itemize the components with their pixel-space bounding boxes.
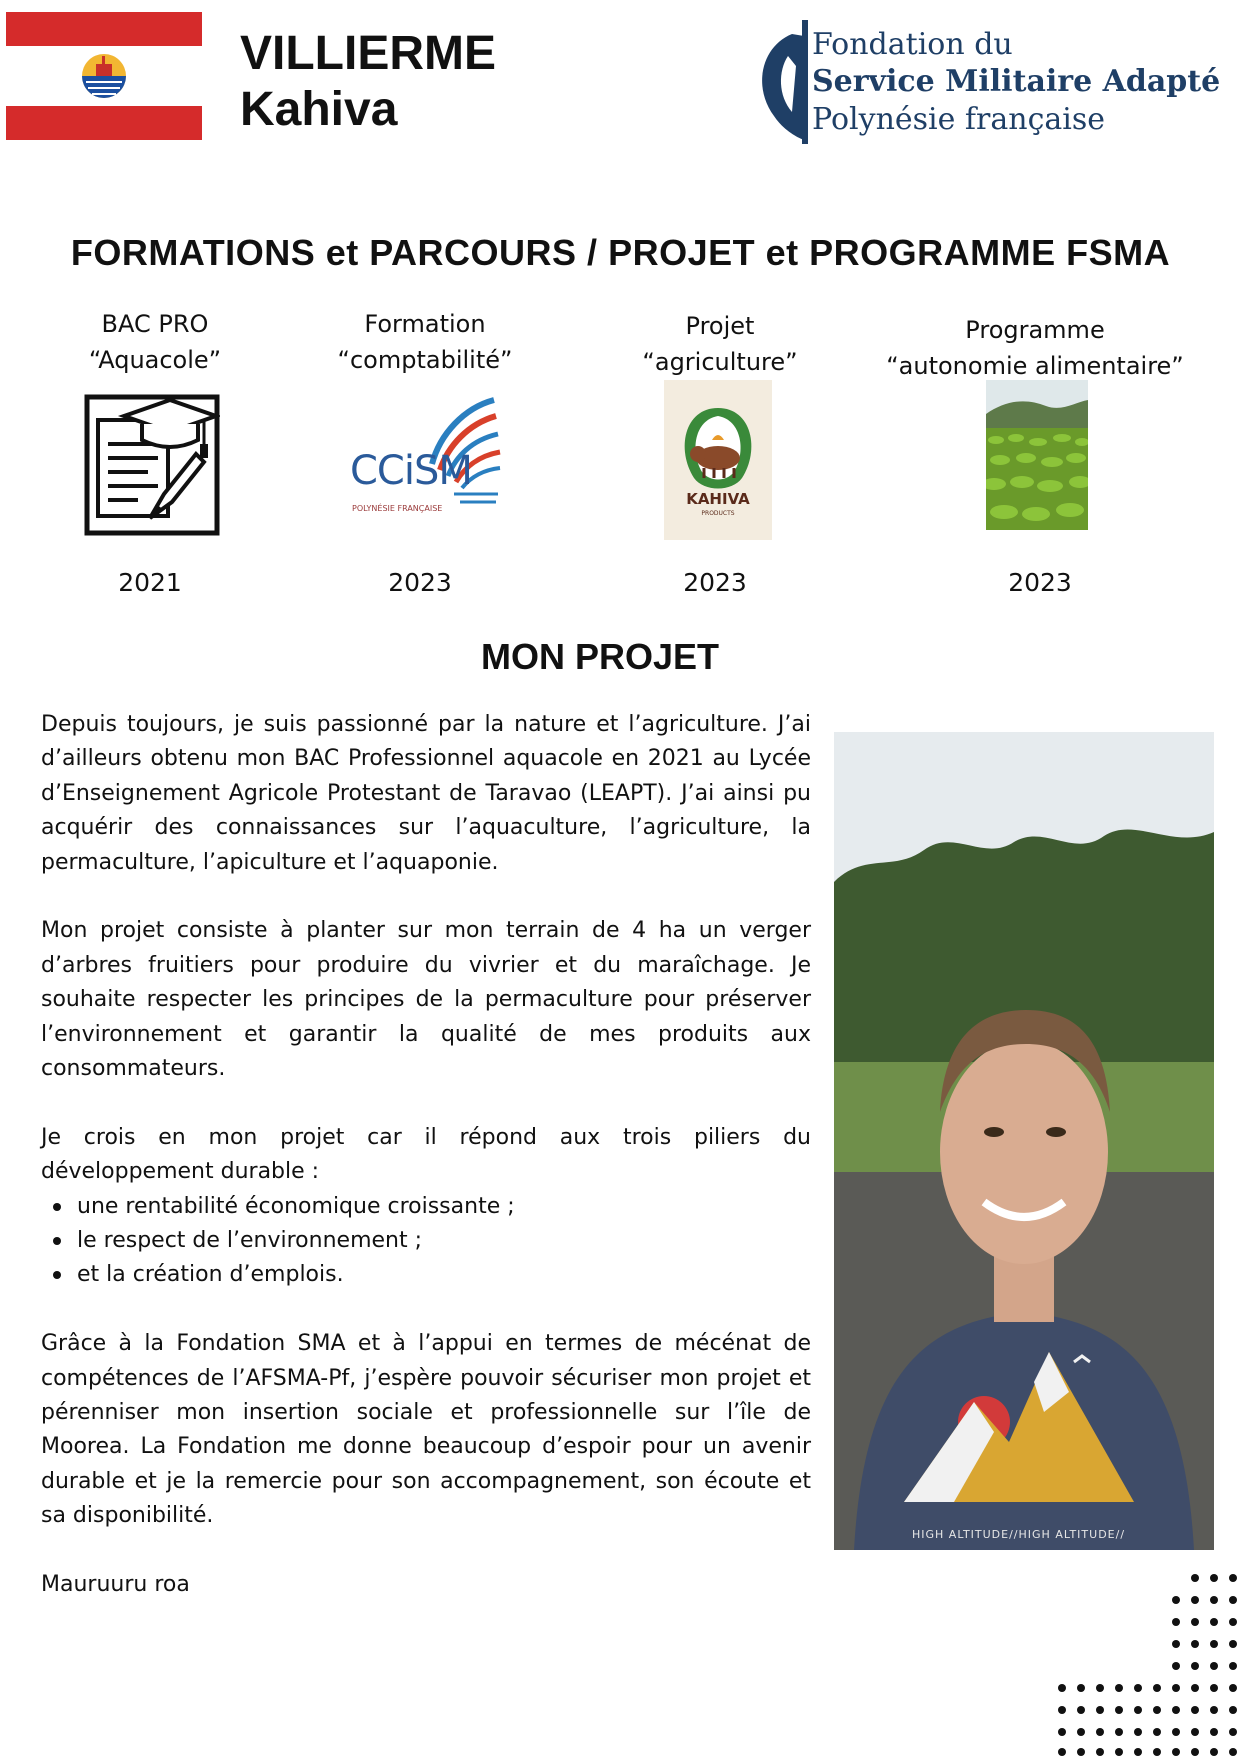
pillars-list <box>41 1190 811 1293</box>
fsma-logo-text <box>812 28 1220 138</box>
tshirt-print-text: HIGH ALTITUDE//HIGH ALTITUDE// <box>912 1528 1126 1541</box>
logo-line-3: Polynésie française <box>812 102 1106 137</box>
person-name <box>240 26 496 138</box>
list-item: le respect de l’environnement ; <box>41 1224 811 1258</box>
paragraph-1: Depuis toujours, je suis passionné par la nature et l’agriculture. J’ai d’ailleurs obtenu mon BAC Professionnel aquacole en 2021 au Lycée d’Enseignement Agricole Protestant de Taravao (LEAPT). J’ai ainsi pu acquérir des connaissances sur l’aquaculture, l’agriculture, la permaculture, l’apiculture et l’aquaponie. <box>41 712 811 875</box>
timeline-sublabel-1: “Aquacole” <box>88 346 222 374</box>
timeline-sublabel-2: “comptabilité” <box>337 346 513 374</box>
timeline-item-projet <box>605 308 835 380</box>
paragraph-2: Mon projet consiste à planter sur mon terrain de 4 ha un verger d’arbres fruitiers pour produire du vivrier et du maraîchage. Je souhaite respecter les principes de la permaculture pour préserver l’environnement et garantir la qualité de mes produits aux consommateurs. <box>41 918 811 1082</box>
taro-field-photo <box>986 380 1088 530</box>
timeline-label-3: Projet <box>685 312 755 340</box>
list-item: et la création d’emplois. <box>41 1258 811 1292</box>
timeline-year-3: 2023 <box>683 568 747 597</box>
french-polynesia-flag <box>6 12 202 140</box>
paragraph-3: Je crois en mon projet car il répond aux trois piliers du développement durable : <box>41 1124 811 1185</box>
timeline-year-2: 2023 <box>388 568 452 597</box>
section-title: FORMATIONS et PARCOURS / PROJET et PROGRAMME FSMA <box>70 232 1171 273</box>
kahiva-logo-text: KAHIVA <box>686 490 750 508</box>
list-item: une rentabilité économique croissante ; <box>41 1190 811 1224</box>
closing-line: Mauruuru roa <box>41 1572 190 1598</box>
timeline-year-1: 2021 <box>118 568 182 597</box>
timeline-sublabel-4: “autonomie alimentaire” <box>886 352 1184 380</box>
ccism-logo-subtext: POLYNÉSIE FRANÇAISE <box>352 504 443 513</box>
timeline-item-programme <box>855 312 1215 384</box>
portrait-photo <box>834 732 1214 1550</box>
project-description <box>41 708 811 1637</box>
first-name: Kahiva <box>240 83 398 136</box>
last-name: VILLIERME <box>240 27 497 80</box>
timeline-label-2: Formation <box>364 310 486 338</box>
timeline-item-bac-pro <box>40 306 270 378</box>
timeline-label-4: Programme <box>965 316 1105 344</box>
logo-line-1: Fondation du <box>812 27 1013 62</box>
kahiva-logo-subtext: PRODUCTS <box>701 510 735 517</box>
timeline-year-4: 2023 <box>1008 568 1072 597</box>
paragraph-4: Grâce à la Fondation SMA et à l’appui en termes de mécénat de compétences de l’AFSMA-Pf, j’espère pouvoir sécuriser mon projet et pérenniser mon insertion sociale et professionnelle sur l’île de Moorea. La Fondation me donne beaucoup d’espoir pour un avenir durable et je la remercie pour son accompagnement, son écoute et sa disponibilité. <box>41 1331 811 1529</box>
logo-line-2: Service Militaire Adapté <box>812 64 1221 99</box>
timeline-sublabel-3: “agriculture” <box>642 348 798 376</box>
ccism-logo-text: CCiSM <box>350 448 472 494</box>
timeline-label-1: BAC PRO <box>101 310 209 338</box>
timeline-item-formation <box>310 306 540 378</box>
project-title: MON PROJET <box>480 636 720 677</box>
decorative-dots <box>1040 1556 1241 1756</box>
diploma-icon <box>84 394 220 536</box>
